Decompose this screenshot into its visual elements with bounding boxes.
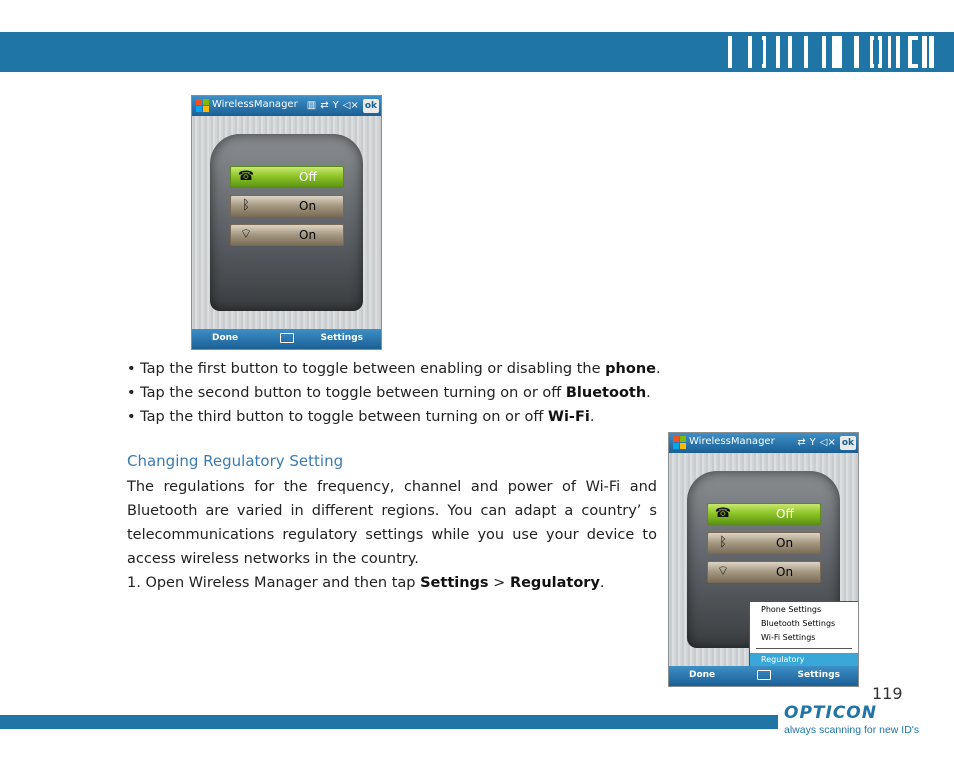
page-number: 119 — [872, 684, 903, 703]
menu-separator — [756, 648, 852, 649]
bluetooth-toggle-button[interactable] — [707, 532, 821, 554]
sim-icon: ▥ — [306, 100, 317, 111]
wifi-icon: ⌔ — [239, 227, 253, 242]
done-softkey[interactable]: Done — [212, 333, 239, 343]
wireless-manager-menu-screenshot — [668, 432, 859, 687]
opticon-logo: OPTICON — [784, 703, 877, 723]
list-item: • Tap the third button to toggle between turning on or off Wi-Fi. — [127, 409, 595, 425]
bluetooth-icon: ᛒ — [719, 535, 727, 550]
keyboard-icon[interactable] — [280, 333, 294, 343]
connection-icon: ⇄ — [320, 100, 329, 111]
wifi-icon: ⌔ — [716, 564, 730, 579]
volume-icon: ◁× — [819, 437, 836, 448]
list-item: • Tap the first button to toggle between enabling or disabling the phone. — [127, 361, 661, 377]
brand-tagline: always scanning for new ID's — [784, 724, 920, 736]
bluetooth-toggle-button[interactable] — [230, 195, 344, 217]
section-paragraph: The regulations for the frequency, channel and power of Wi-Fi and Bluetooth are varied in different regions. You can adapt a country’ s telecommunications regulatory settings while you use your device to access wireless networks in the country. — [127, 479, 657, 567]
device-title-bar — [192, 96, 381, 116]
menu-item-bluetooth-settings[interactable]: Bluetooth Settings — [761, 619, 836, 628]
keyboard-icon[interactable] — [757, 670, 771, 680]
wifi-toggle-button[interactable] — [230, 224, 344, 246]
wireless-manager-screenshot — [191, 95, 382, 350]
instruction-list — [127, 357, 687, 429]
ok-button[interactable]: ok — [364, 101, 377, 111]
section-heading: Changing Regulatory Setting — [127, 452, 344, 470]
wifi-toggle-button[interactable] — [707, 561, 821, 583]
wifi-toggle-label: On — [299, 228, 317, 242]
device-panel — [210, 134, 363, 311]
done-softkey[interactable]: Done — [689, 670, 716, 680]
settings-softkey[interactable]: Settings — [797, 670, 840, 680]
windows-start-icon[interactable] — [196, 99, 209, 112]
signal-icon: Y — [809, 437, 816, 448]
bluetooth-toggle-label: On — [776, 536, 794, 550]
device-title: WirelessManager — [212, 99, 298, 110]
windows-start-icon[interactable] — [673, 436, 686, 449]
phone-toggle-label: Off — [776, 507, 794, 521]
settings-menu — [749, 601, 859, 668]
signal-icon: Y — [332, 100, 339, 111]
device-title-bar — [669, 433, 858, 453]
device-body — [192, 116, 381, 329]
phone-toggle-button[interactable] — [230, 166, 344, 188]
phone-icon: ☎ — [237, 169, 255, 184]
phone-toggle-button[interactable] — [707, 503, 821, 525]
menu-item-phone-settings[interactable]: Phone Settings — [761, 605, 822, 614]
device-softkey-bar — [192, 329, 381, 349]
phone-toggle-label: Off — [299, 170, 317, 184]
menu-item-regulatory[interactable]: Regulatory — [761, 655, 805, 664]
phone-icon: ☎ — [714, 506, 732, 521]
bluetooth-icon: ᛒ — [242, 198, 250, 213]
volume-icon: ◁× — [342, 100, 359, 111]
step-text: 1. Open Wireless Manager and then tap Settings > Regulatory. — [127, 575, 605, 591]
device-softkey-bar — [669, 666, 858, 686]
bluetooth-toggle-label: On — [299, 199, 317, 213]
connection-icon: ⇄ — [797, 437, 806, 448]
device-title: WirelessManager — [689, 436, 775, 447]
menu-item-wifi-settings[interactable]: Wi-Fi Settings — [761, 633, 816, 642]
settings-softkey[interactable]: Settings — [320, 333, 363, 343]
ok-button[interactable]: ok — [841, 438, 854, 448]
footer-bar — [0, 715, 778, 729]
wifi-toggle-label: On — [776, 565, 794, 579]
list-item: • Tap the second button to toggle between turning on or off Bluetooth. — [127, 385, 651, 401]
